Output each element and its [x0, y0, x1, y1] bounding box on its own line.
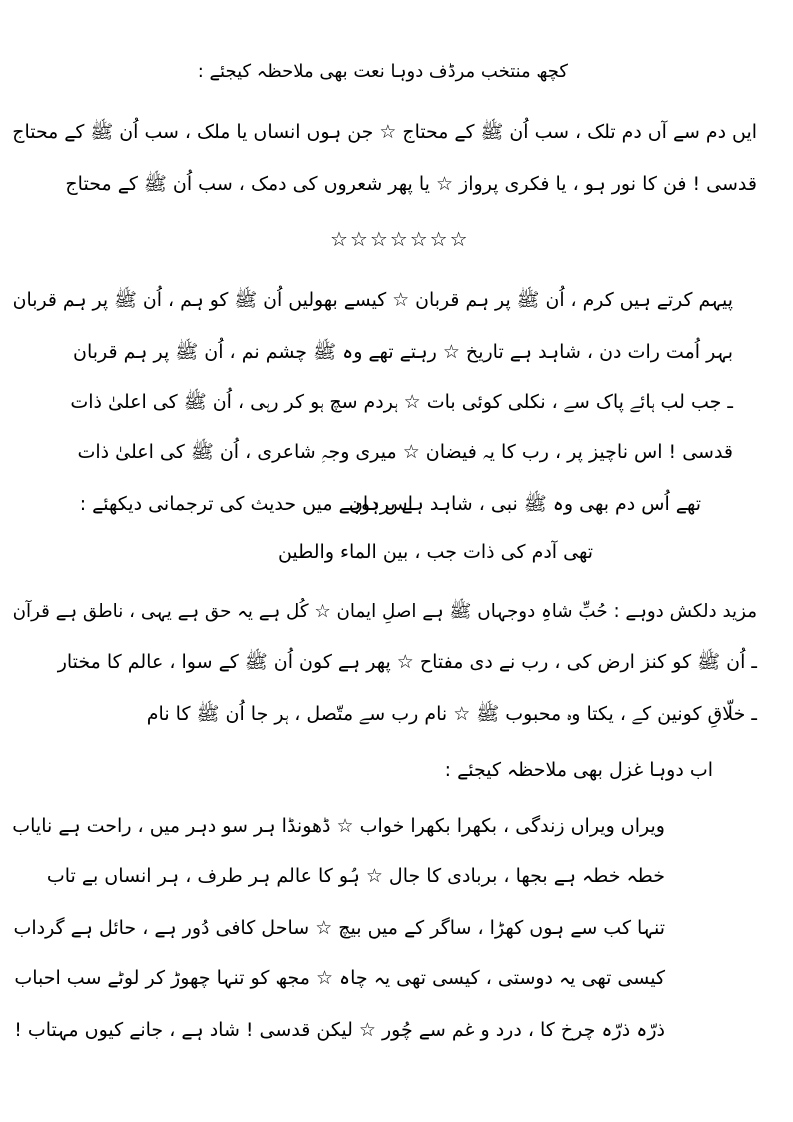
couplet-line: قدسی ! فن کا نور ہو ، یا فکری پرواز ☆ یا پھر شعروں کی دمک ، سب اُن ﷺ کے محتاج	[65, 173, 757, 195]
couplet-line: ـ خلّاقِ کونین کے ، یکتا وہ محبوب ﷺ ☆ نام رب سے متّصل ، ہر جا اُن ﷺ کا نام	[146, 703, 757, 725]
ghazal-couplet: تنہا کب سے ہوں کھڑا ، ساگر کے میں بیچ ☆ ساحل کافی دُور ہے ، حائل ہے گرداب	[13, 917, 665, 939]
ghazal-couplet: خطہ خطہ ہے بجھا ، بربادی کا جال ☆ ہُو کا عالم ہر طرف ، ہر انساں بے تاب	[46, 865, 665, 887]
couplet-line: مزید دلکش دوہے : حُبِّ شاہِ دوجہاں ﷺ ہے اصلِ ایمان ☆ کُل ہے یہ حق ہے یہی ، ناطق ہے قرآن	[12, 601, 757, 622]
couplet-line: ـ اُن ﷺ کو کنز ارض کی ، رب نے دی مفتاح ☆ پھر ہے کون اُن ﷺ کے سوا ، عالم کا مختار	[57, 651, 757, 673]
page-heading: کچھ منتخب مرڈف دوہا نعت بھی ملاحظہ کیجئے :	[197, 61, 568, 82]
ghazal-intro: اب دوہا غزل بھی ملاحظہ کیجئے :	[444, 759, 713, 781]
hadith-couplet-second: تھی آدم کی ذات جب ، بین الماء والطین	[277, 541, 593, 563]
ghazal-couplet: کیسی تھی یہ دوستی ، کیسی تھی یہ چاہ ☆ مجھ کو تنہا چھوڑ کر لوٹے سب احباب	[14, 967, 665, 989]
couplet-line: ایں دم سے آں دم تلک ، سب اُن ﷺ کے محتاج ☆ جن ہوں انساں یا ملک ، سب اُن ﷺ کے محتاج	[12, 121, 757, 143]
couplet-line: ـ جب لب ہائے پاک سے ، نکلی کوئی بات ☆ ہردم سچ ہو کر رہی ، اُن ﷺ کی اعلیٰ ذات	[70, 391, 733, 413]
hadith-couplet-first: تھے اُس دم بھی وہ ﷺ نبی ، شاہد ہے برہان	[348, 493, 701, 515]
couplet-line: پیہم کرتے ہیں کرم ، اُن ﷺ پر ہم قربان ☆ کیسے بھولیں اُن ﷺ کو ہم ، اُن ﷺ پر ہم قربان	[12, 289, 733, 311]
star-separator: ☆☆☆☆☆☆☆	[330, 227, 470, 251]
couplet-line: قدسی ! اس ناچیز پر ، رب کا یہ فیضان ☆ میری وجہِ شاعری ، اُن ﷺ کی اعلیٰ ذات	[77, 441, 733, 463]
ghazal-couplet: ذرّہ ذرّہ چرخ کا ، درد و غم سے چُور ☆ لیکن قدسی ! شاد ہے ، جانے کیوں مہتاب !	[14, 1019, 665, 1041]
couplet-line: بہر اُمت رات دن ، شاہد ہے تاریخ ☆ رہتے تھے وہ ﷺ چشم نم ، اُن ﷺ پر ہم قربان	[73, 341, 733, 363]
hadith-intro: اس دوہے میں حدیث کی ترجمانی دیکھئے :	[79, 493, 413, 515]
ghazal-couplet: ویراں ویراں زندگی ، بکھرا بکھرا خواب ☆ ڈھونڈا ہر سو دہر میں ، راحت ہے نایاب	[12, 815, 665, 837]
